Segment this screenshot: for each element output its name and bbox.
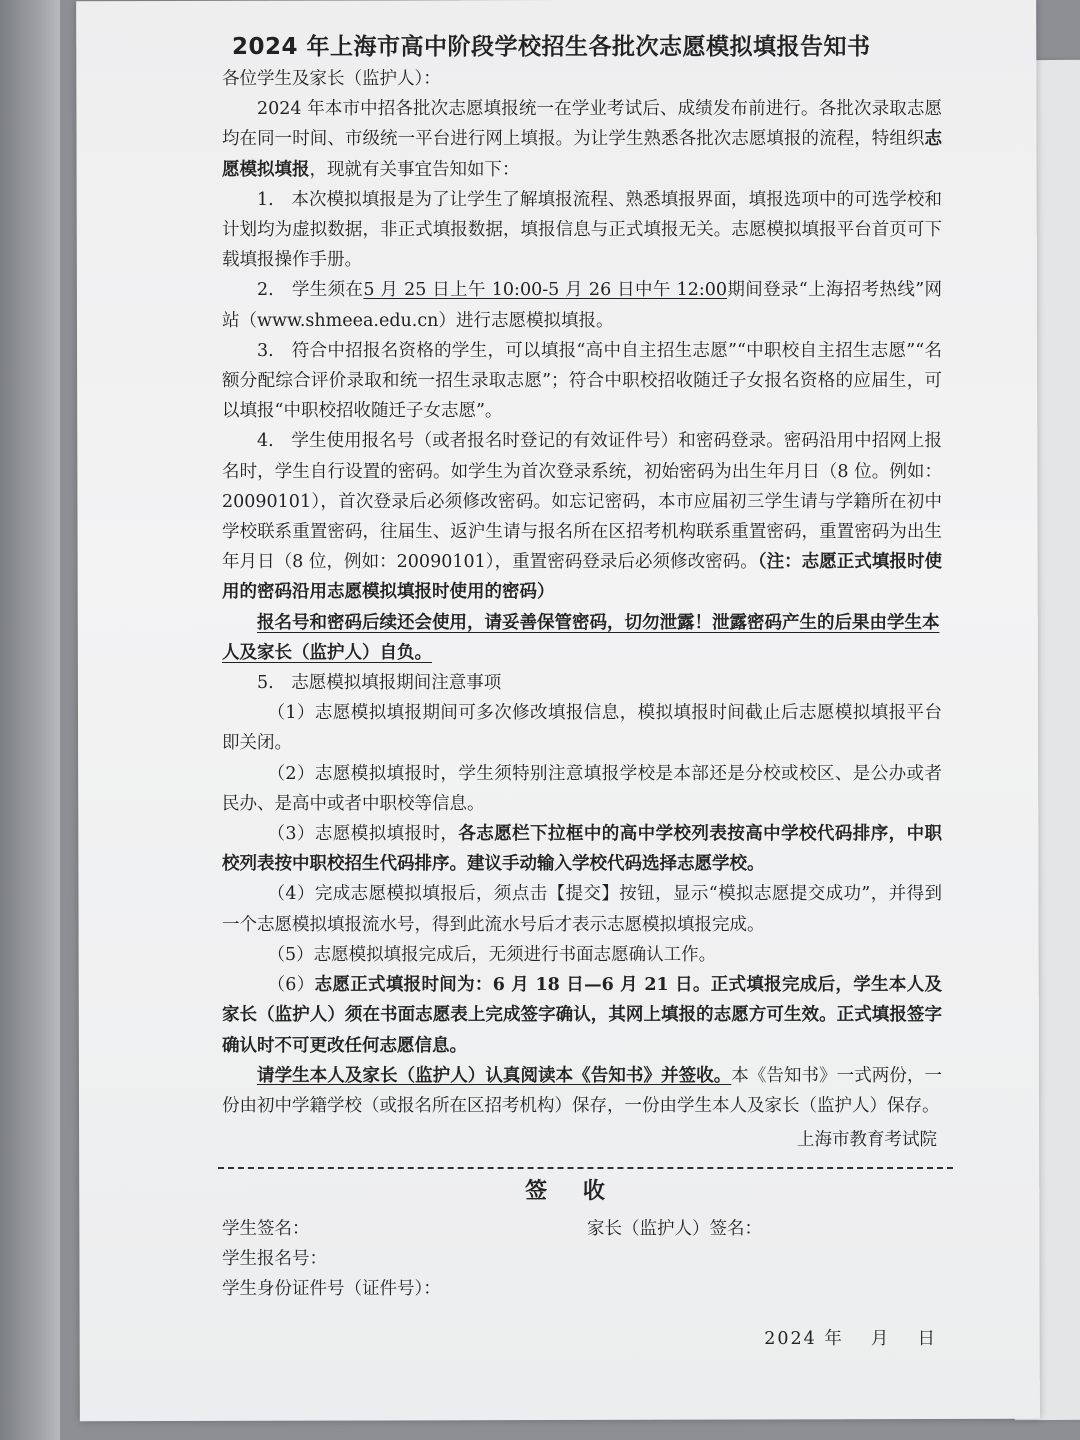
item-5-sub-1: （1）志愿模拟填报期间可多次修改填报信息，模拟填报时间截止后志愿模拟填报平台即关闭。 xyxy=(222,703,942,754)
item-5-sub-4: （4）完成志愿模拟填报后，须点击【提交】按钮，显示“模拟志愿提交成功”，并得到一个志愿模拟填报流水号，得到此流水号后才表示志愿模拟填报完成。 xyxy=(222,884,942,935)
parent-signature-field: 家长（监护人）签名： xyxy=(587,1218,762,1239)
item-5-sub-2: （2）志愿模拟填报时，学生须特别注意填报学校是本部还是分校或校区、是公办或者民办、是高中或者中职校等信息。 xyxy=(222,763,942,814)
item-4 xyxy=(142,426,942,607)
item-2-post: 期间登录“上海招考热线”网站（www.shmeea.edu.cn）进行志愿模拟填报。 xyxy=(222,280,942,331)
item-5-heading: 5. 志愿模拟填报期间注意事项 xyxy=(257,673,502,694)
item-2-time: 5 月 25 日上午 10:00-5 月 26 日中午 12:00 xyxy=(363,280,728,301)
intro-text-end: ，现就有关事宜告知如下： xyxy=(309,159,520,180)
intro-paragraph xyxy=(142,94,942,185)
closing-paragraph xyxy=(142,1061,942,1121)
item-1: 1. 本次模拟填报是为了让学生了解填报流程、熟悉填报界面，填报选项中的可选学校和计划均为虚拟数据，非正式填报数据，填报信息与正式填报无关。志愿模拟填报平台首页可下载填报操作手册。 xyxy=(222,189,942,271)
closing-bold: 请学生本人及家长（监护人）认真阅读本《告知书》并签收。 xyxy=(257,1065,732,1086)
document-title: 2024 年上海市高中阶段学校招生各批次志愿模拟填报告知书 xyxy=(232,34,871,60)
item-5-sub-3 xyxy=(142,819,942,879)
item-5-sub-6-bold: 志愿正式填报时间为：6 月 18 日—6 月 21 日。正式填报完成后，学生本人及家长（监护人）须在书面志愿表上完成签字确认，其网上填报的志愿方可生效。正式填报签字确认时不可更改任何志愿信息。 xyxy=(222,975,942,1056)
item-5-sub-3-pre: （3）志愿模拟填报时， xyxy=(267,824,459,845)
item-5-sub-6 xyxy=(142,970,942,1061)
item-2-pre: 2. 学生须在 xyxy=(257,280,364,301)
sign-section-title: 签 收 xyxy=(525,1179,619,1205)
intro-bold: 志愿模拟填报 xyxy=(222,129,942,180)
document-body xyxy=(142,0,942,1354)
sign-row-3 xyxy=(142,1274,942,1304)
sign-row-1 xyxy=(142,1214,942,1244)
sign-date: 2024 年 月 日 xyxy=(764,1328,937,1349)
item-4-note: （注：志愿正式填报时使用的密码沿用志愿模拟填报时使用的密码） xyxy=(222,552,942,603)
cut-line xyxy=(218,1167,953,1169)
registration-number-field: 学生报名号： xyxy=(222,1248,327,1269)
item-2 xyxy=(142,275,942,335)
sign-row-2 xyxy=(142,1244,942,1274)
intro-text: 2024 年本市中招各批次志愿填报统一在学业考试后、成绩发布前进行。各批次录取志愿均在同一时间、市级统一平台进行网上填报。为让学生熟悉各批次志愿填报的流程，特组织 xyxy=(222,99,942,150)
item-5-sub-5: （5）志愿模拟填报完成后，无须进行书面志愿确认工作。 xyxy=(267,944,717,965)
item-3: 3. 符合中招报名资格的学生，可以填报“高中自主招生志愿”“中职校自主招生志愿”“名额分配综合评价录取和统一招生录取志愿”；符合中职校招收随迁子女报名资格的应届生，可以填报“中职校招收随迁子女志愿”。 xyxy=(222,340,942,422)
id-number-field: 学生身份证件号（证件号）： xyxy=(222,1278,441,1299)
item-5-sub-3-bold: 各志愿栏下拉框中的高中学校列表按高中学校代码排序，中职校列表按中职校招生代码排序。建议手动输入学校代码选择志愿学校。 xyxy=(222,824,943,875)
issuer: 上海市教育考试院 xyxy=(797,1130,937,1151)
student-signature-field: 学生签名： xyxy=(222,1218,310,1239)
greeting: 各位学生及家长（监护人）： xyxy=(222,69,441,89)
password-warning: 报名号和密码后续还会使用，请妥善保管密码，切勿泄露！泄露密码产生的后果由学生本人及家长（监护人）自负。 xyxy=(222,612,940,663)
item-5-sub-6-pre: （6） xyxy=(267,975,315,996)
closing-text: 本《告知书》一式两份，一份由初中学籍学校（或报名所在区招考机构）保存，一份由学生本人及家长（监护人）保存。 xyxy=(222,1065,943,1116)
background-edge xyxy=(0,0,60,1440)
item-4-text: 4. 学生使用报名号（或者报名时登记的有效证件号）和密码登录。密码沿用中招网上报名时，学生自行设置的密码。如学生为首次登录系统，初始密码为出生年月日（8 位。例如：20090101），首次登录后必须修改密码。如忘记密码，本市应届初三学生请与学籍所在初中学校联系重置密码，往届生、返沪生请与报名所在区招考机构联系重置密码，重置密码为出生年月日（8 位，例如：20090101），重置密码登录后必须修改密码。 xyxy=(222,431,942,573)
